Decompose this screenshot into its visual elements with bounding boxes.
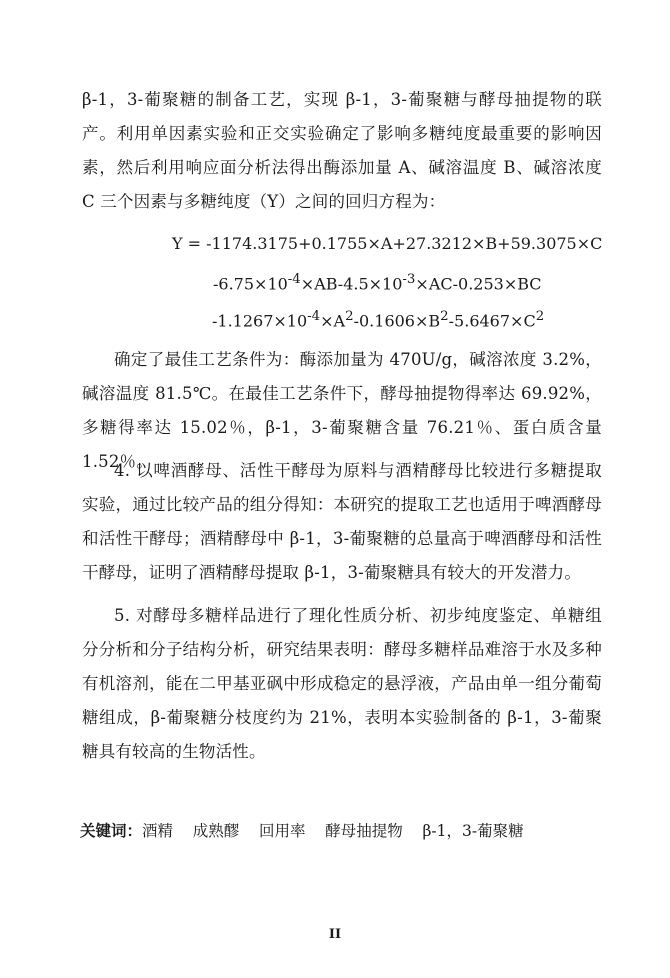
equation-line-2: $-6.75\times 10^{-4}\times AB-4.5\times 10^{-3}\times AC-0.253\times BC$ <box>213 272 542 294</box>
keyword-item: 回用率 <box>258 822 306 840</box>
page-number: II <box>328 927 342 942</box>
finding-5-paragraph: 5. 对酵母多糖样品进行了理化性质分析、初步纯度鉴定、单糖组分分析和分子结构分析，研究结果表明：酵母多糖样品难溶于水及多种有机溶剂，能在二甲基亚砜中形成稳定的悬浮液，产品由单一组分葡萄糖组成，β-葡聚糖分枝度约为 21%，表明本实验制备的 β-1，3-葡聚糖具有较高的生物活性。 <box>82 606 602 761</box>
keywords-label: 关键词： <box>80 821 143 840</box>
keyword-item: 酒精 <box>142 822 174 840</box>
keyword-item: 酵母抽提物 <box>325 822 403 840</box>
keyword-item: β-1，3-葡聚糖 <box>422 822 524 840</box>
intro-paragraph: β-1，3-葡聚糖的制备工艺，实现 β-1，3-葡聚糖与酵母抽提物的联产。利用单因素实验和正交实验确定了影响多糖纯度最重要的影响因素，然后利用响应面分析法得出酶添加量 A、碱溶温度 B、碱溶浓度 C 三个因素与多糖纯度（Y）之间的回归方程为： <box>82 90 602 211</box>
equation-line-1: Y = -1174.3175+0.1755×A+27.3212×B+59.3075×C <box>172 234 603 253</box>
equation-line-3: $-1.1267\times 10^{-4}\times A^2-0.1606\times B^2-5.6467\times C^2$ <box>212 309 545 331</box>
keyword-item: 成熟醪 <box>192 822 240 840</box>
optimal-conditions-paragraph: 确定了最佳工艺条件为：酶添加量为 470U/g，碱溶浓度 3.2%，碱溶温度 81.5℃。在最佳工艺条件下，酵母抽提物得率达 69.92%，多糖得率达 15.02％，β-1，3-葡聚糖含量 76.21％、蛋白质含量 1.52％。 <box>82 350 602 471</box>
keywords-line <box>80 818 524 844</box>
finding-4-paragraph: 4. 以啤酒酵母、活性干酵母为原料与酒精酵母比较进行多糖提取实验，通过比较产品的组分得知：本研究的提取工艺也适用于啤酒酵母和活性干酵母；酒精酵母中 β-1，3-葡聚糖的总量高于啤酒酵母和活性干酵母，证明了酒精酵母提取 β-1，3-葡聚糖具有较大的开发潜力。 <box>82 461 602 582</box>
